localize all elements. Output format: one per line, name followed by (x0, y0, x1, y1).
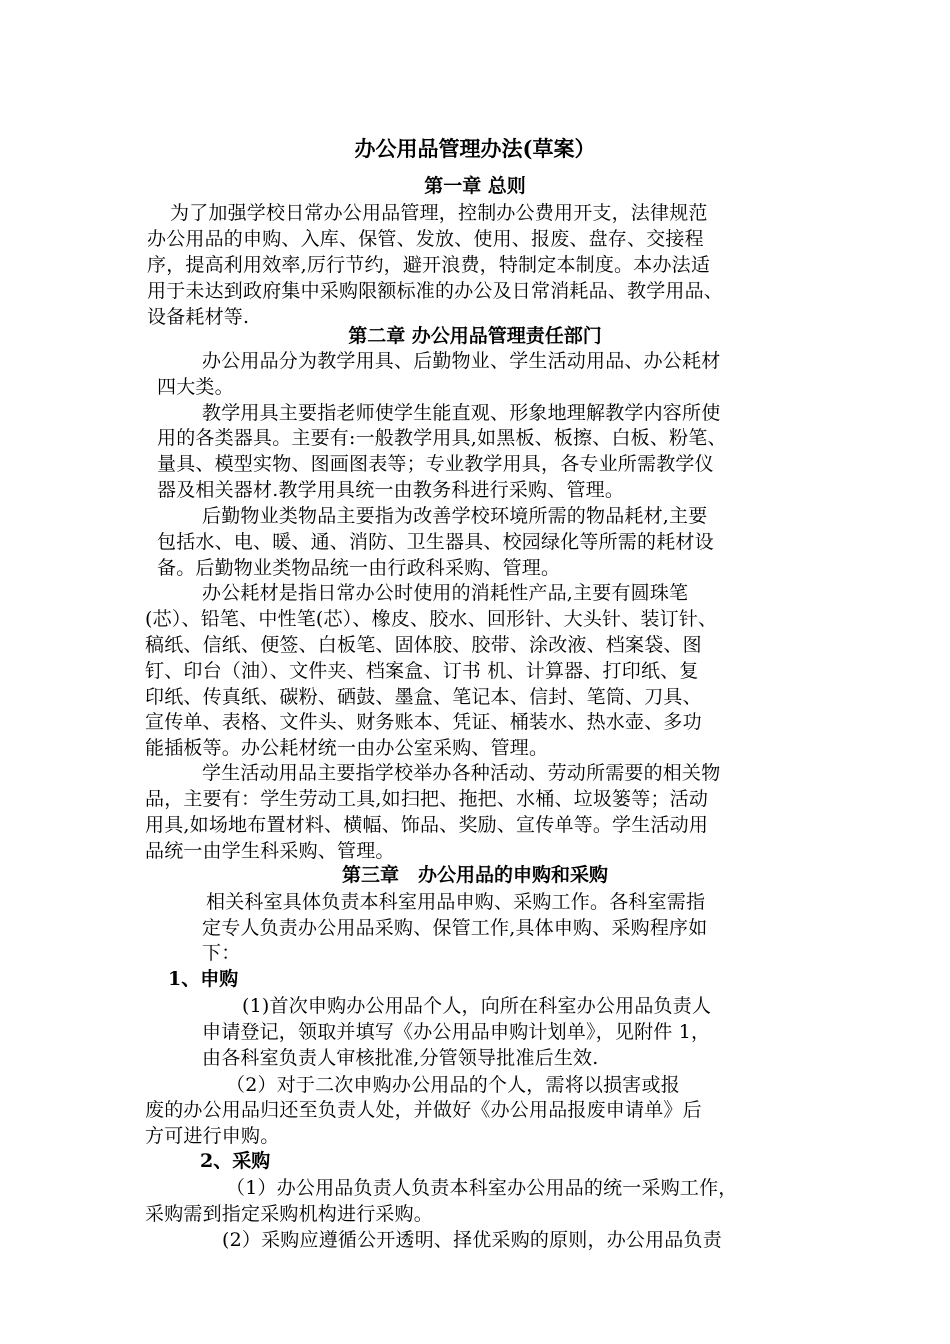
chapter-3-line: 由各科室负责人审核批准,分管领导批准后生效. (202, 1047, 599, 1069)
chapter-2-heading: 第二章 办公用品管理责任部门 (348, 325, 602, 347)
chapter-2-line: 办公用品分为教学用具、后勤物业、学生活动用品、办公耗材 (202, 350, 721, 372)
chapter-2-line: 后勤物业类物品主要指为改善学校环境所需的物品耗材,主要 (202, 505, 708, 527)
chapter-3-line: 相关科室具体负责本科室用品申购、采购工作。各科室需指 (206, 891, 706, 913)
chapter-1-line: 序，提高利用效率,厉行节约，避开浪费，特制定本制度。本办法适 (147, 254, 711, 276)
chapter-1-line: 用于未达到政府集中采购限额标准的办公及日常消耗品、教学用品、 (147, 280, 724, 302)
chapter-2-line: 学生活动用品主要指学校举办各种活动、劳动所需要的相关物 (202, 762, 721, 784)
chapter-2-line: 品统一由学生科采购、管理。 (145, 840, 395, 862)
chapter-2-line: 备。后勤物业类物品统一由行政科采购、管理。 (157, 557, 561, 579)
chapter-3-line: 方可进行申购。 (145, 1125, 280, 1147)
chapter-2-line: 稿纸、信纸、便签、白板笔、固体胶、胶带、涂改液、档案袋、图 (145, 634, 702, 656)
chapter-1-line: 设备耗材等. (147, 306, 250, 328)
chapter-1-line: 办公用品的申购、入库、保管、发放、使用、报废、盘存、交接程 (147, 228, 704, 250)
chapter-3-line: 废的办公用品归还至负责人处，并做好《办公用品报废申请单》后 (145, 1099, 702, 1121)
chapter-3-heading: 第三章 办公用品的申购和采购 (341, 864, 608, 886)
chapter-3-line: （2）对于二次申购办公用品的个人，需将以损害或报 (226, 1074, 680, 1096)
chapter-2-line: 品，主要有：学生劳动工具,如扫把、拖把、水桶、垃圾篓等；活动 (145, 788, 709, 810)
chapter-2-line: 办公耗材是指日常办公时使用的消耗性产品,主要有圆珠笔 (202, 582, 689, 604)
chapter-2-line: 教学用具主要指老师使学生能直观、形象地理解教学内容所使 (202, 402, 721, 424)
chapter-3-line: 采购需到指定采购机构进行采购。 (145, 1203, 434, 1225)
section-1-heading: 1、申购 (168, 968, 239, 990)
chapter-3-line: 申请登记，领取并填写《办公用品申购计划单》，见附件 1， (202, 1021, 711, 1043)
chapter-3-line: 下： (202, 942, 241, 964)
chapter-2-line: 宣传单、表格、文件头、财务账本、凭证、桶装水、热水壶、多功 (145, 711, 702, 733)
chapter-2-line: 用具,如场地布置材料、横幅、饰品、奖励、宣传单等。学生活动用 (145, 814, 709, 836)
section-2-heading: 2、采购 (200, 1150, 271, 1172)
chapter-2-line: 包括水、电、暖、通、消防、卫生器具、校园绿化等所需的耗材设 (157, 531, 714, 553)
document-title: 办公用品管理办法(草案） (354, 136, 596, 161)
chapter-3-line: （1）办公用品负责人负责本科室办公用品的统一采购工作， (226, 1177, 738, 1199)
chapter-2-line: 量具、模型实物、图画图表等；专业教学用具，各专业所需教学仪 (157, 453, 714, 475)
chapter-2-line: 器及相关器材.教学用具统一由教务科进行采购、管理。 (157, 479, 625, 501)
chapter-2-line: 能插板等。办公耗材统一由办公室采购、管理。 (145, 737, 549, 759)
chapter-2-line: 用的各类器具。主要有:一般教学用具,如黑板、板擦、白板、粉笔、 (157, 427, 727, 449)
chapter-1-heading: 第一章 总则 (424, 175, 526, 197)
chapter-2-line: 四大类。 (157, 376, 234, 398)
chapter-3-line: 定专人负责办公用品采购、保管工作,具体申购、采购程序如 (202, 917, 708, 939)
chapter-3-line: (2）采购应遵循公开透明、择优采购的原则，办公用品负责 (222, 1229, 722, 1251)
chapter-3-line: (1)首次申购办公用品个人，向所在科室办公用品负责人 (242, 995, 712, 1017)
chapter-2-line: (芯）、铅笔、中性笔(芯）、橡皮、胶水、回形针、大头针、装订针、 (145, 608, 718, 630)
chapter-2-line: 钉、印台（油）、文件夹、档案盒、订书 机、计算器、打印纸、复 (145, 660, 699, 682)
chapter-1-line: 为了加强学校日常办公用品管理，控制办公费用开支，法律规范 (170, 202, 708, 224)
chapter-2-line: 印纸、传真纸、碳粉、硒鼓、墨盒、笔记本、信封、笔筒、刀具、 (145, 686, 702, 708)
